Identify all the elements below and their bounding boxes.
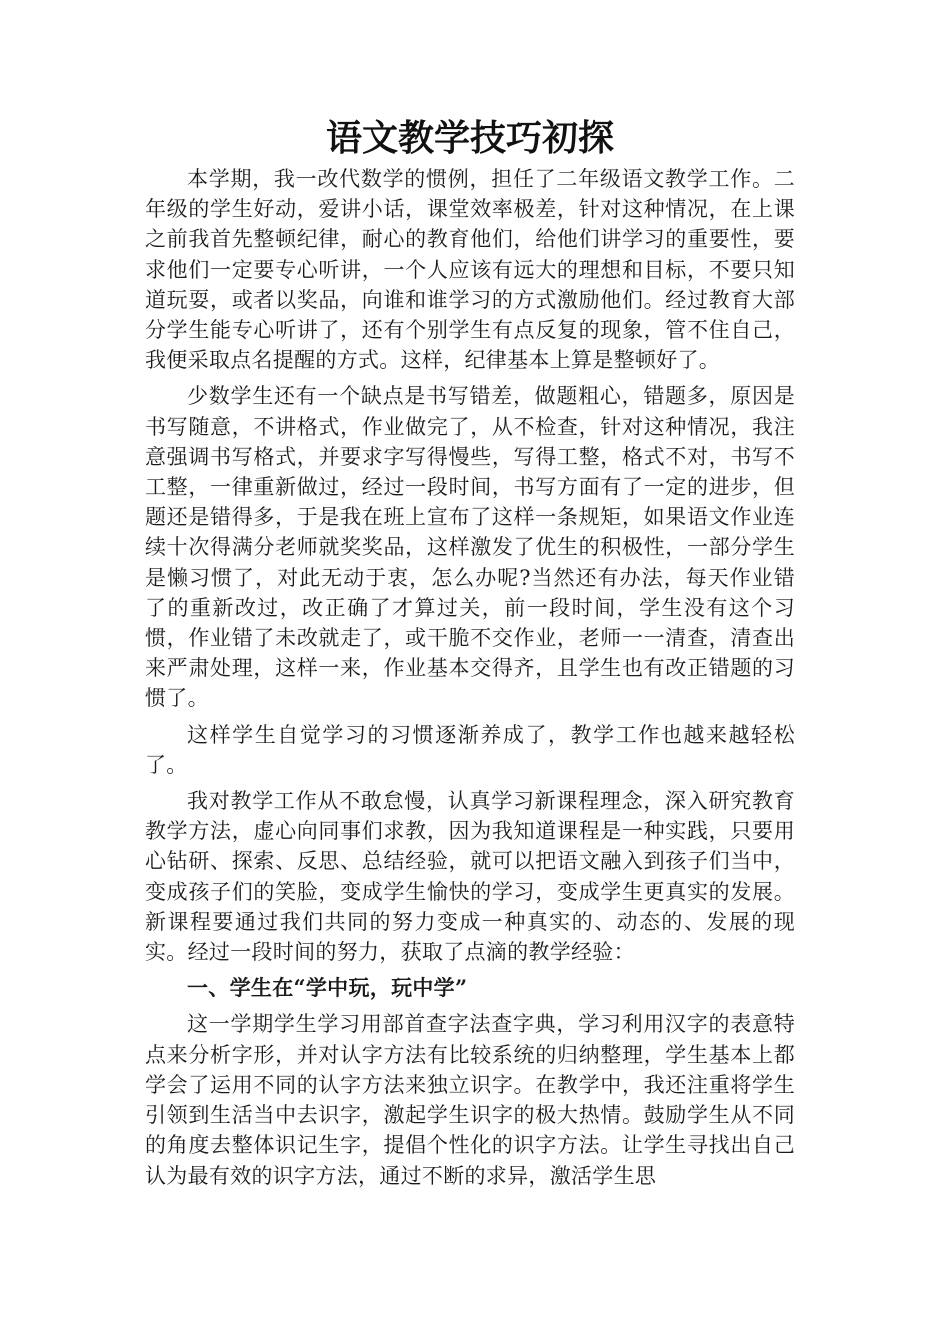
section-heading-1: 一、学生在“学中玩，玩中学” — [187, 975, 468, 1001]
paragraph-habits: 这样学生自觉学习的习惯逐渐养成了，教学工作也越来越轻松了。 — [145, 722, 795, 777]
document-body — [145, 164, 795, 1197]
paragraph-discipline: 本学期，我一改代数学的惯例，担任了二年级语文教学工作。二年级的学生好动，爱讲小话，课堂效率极差，针对这种情况，在上课之前我首先整顿纪律，耐心的教育他们，给他们讲学习的重要性，要求他们一定要专心听讲，一个人应该有远大的理想和目标，不要只知道玩耍，或者以奖品，向谁和谁学习的方式激励他们。经过教育大部分学生能专心听讲了，还有个别学生有点反复的现象，管不住自己，我便采取点名提醒的方式。这样，纪律基本上算是整顿好了。 — [145, 167, 795, 373]
paragraph-handwriting: 少数学生还有一个缺点是书写错差，做题粗心，错题多，原因是书写随意，不讲格式，作业做完了，从不检查，针对这种情况，我注意强调书写格式，并要求字写得慢些，写得工整，格式不对，书写不工整，一律重新做过，经过一段时间，书写方面有了一定的进步，但题还是错得多，于是我在班上宣布了这样一条规矩，如果语文作业连续十次得满分老师就奖奖品，这样激发了优生的积极性，一部分学生是懒习惯了，对此无动于衷，怎么办呢?当然还有办法，每天作业错了的重新改过，改正确了才算过关，前一段时间，学生没有这个习惯，作业错了未改就走了，或干脆不交作业，老师一一清查，清查出来严肃处理，这样一来，作业基本交得齐，且学生也有改正错题的习惯了。 — [145, 384, 795, 711]
paragraph-literacy: 这一学期学生学习用部首查字法查字典，学习利用汉字的表意特点来分析字形，并对认字方法有比较系统的归纳整理，学生基本上都学会了运用不同的认字方法来独立识字。在教学中，我还注重将学生引领到生活当中去识字，激起学生识字的极大热情。鼓励学生从不同的角度去整体识记生字，提倡个性化的识字方法。让学生寻找出自己认为最有效的识字方法，通过不断的求异，激活学生思 — [145, 1012, 795, 1188]
document-title: 语文教学技巧初探 — [325, 117, 614, 159]
paragraph-new-curriculum: 我对教学工作从不敢怠慢，认真学习新课程理念，深入研究教育教学方法，虚心向同事们求教，因为我知道课程是一种实践，只要用心钻研、探索、反思、总结经验，就可以把语文融入到孩子们当中，变成孩子们的笑脸，变成学生愉快的学习，变成学生更真实的发展。新课程要通过我们共同的努力变成一种真实的、动态的、发展的现实。经过一段时间的努力，获取了点滴的教学经验： — [145, 789, 795, 965]
